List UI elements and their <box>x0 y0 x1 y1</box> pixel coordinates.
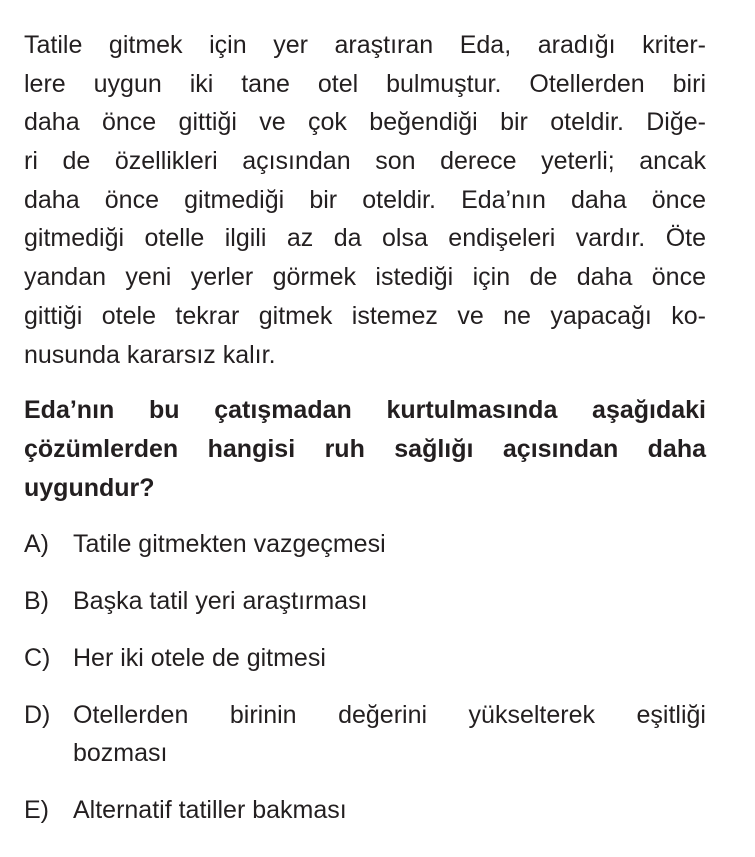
option-a[interactable] <box>24 525 706 563</box>
passage-line: yandan yeni yerler görmek istediği için de daha önce <box>24 263 706 292</box>
question-line: uygundur? <box>24 474 155 503</box>
option-line: Alternatif tatiller bakması <box>73 796 347 825</box>
question-line: çözümlerden hangisi ruh sağlığı açısından daha <box>24 435 706 464</box>
passage-line: Tatile gitmek için yer araştıran Eda, aradığı kriter- <box>24 31 706 59</box>
passage-line: daha önce gitmediği bir oteldir. Eda’nın daha önce <box>24 185 706 214</box>
option-line: Başka tatil yeri araştırması <box>73 587 368 616</box>
option-line: Her iki otele de gitmesi <box>73 644 326 673</box>
option-text <box>73 791 706 829</box>
passage-line: gitmediği otelle ilgili az da olsa endişeleri vardır. Öte <box>24 224 706 253</box>
option-letter: D) <box>24 701 51 730</box>
option-line: bozması <box>73 739 168 768</box>
option-text <box>73 639 706 677</box>
option-text <box>73 696 706 772</box>
question-line: Eda’nın bu çatışmadan kurtulmasında aşağıdaki <box>24 396 706 425</box>
question-page <box>24 26 706 848</box>
option-letter: C) <box>24 644 51 673</box>
option-line: Otellerden birinin değerini yükselterek eşitliği <box>73 701 706 730</box>
option-b[interactable] <box>24 582 706 620</box>
question-stem <box>24 391 706 508</box>
option-line: Tatile gitmekten vazgeçmesi <box>73 530 386 559</box>
passage-line: lere uygun iki tane otel bulmuştur. Otellerden biri <box>24 69 706 98</box>
option-letter: E) <box>24 796 49 825</box>
answer-options <box>24 525 706 829</box>
passage-text <box>24 26 706 374</box>
passage-line: gittiği otele tekrar gitmek istemez ve ne yapacağı ko- <box>24 301 706 330</box>
option-c[interactable] <box>24 639 706 677</box>
passage-line: daha önce gittiği ve çok beğendiği bir oteldir. Diğe- <box>24 108 706 137</box>
passage-line: nusunda kararsız kalır. <box>24 340 276 369</box>
option-text <box>73 582 706 620</box>
option-letter: A) <box>24 530 49 559</box>
passage-line: ri de özellikleri açısından son derece yeterli; ancak <box>24 147 706 176</box>
option-d[interactable] <box>24 696 706 772</box>
option-text <box>73 525 706 563</box>
option-letter: B) <box>24 587 49 616</box>
option-e[interactable] <box>24 791 706 829</box>
